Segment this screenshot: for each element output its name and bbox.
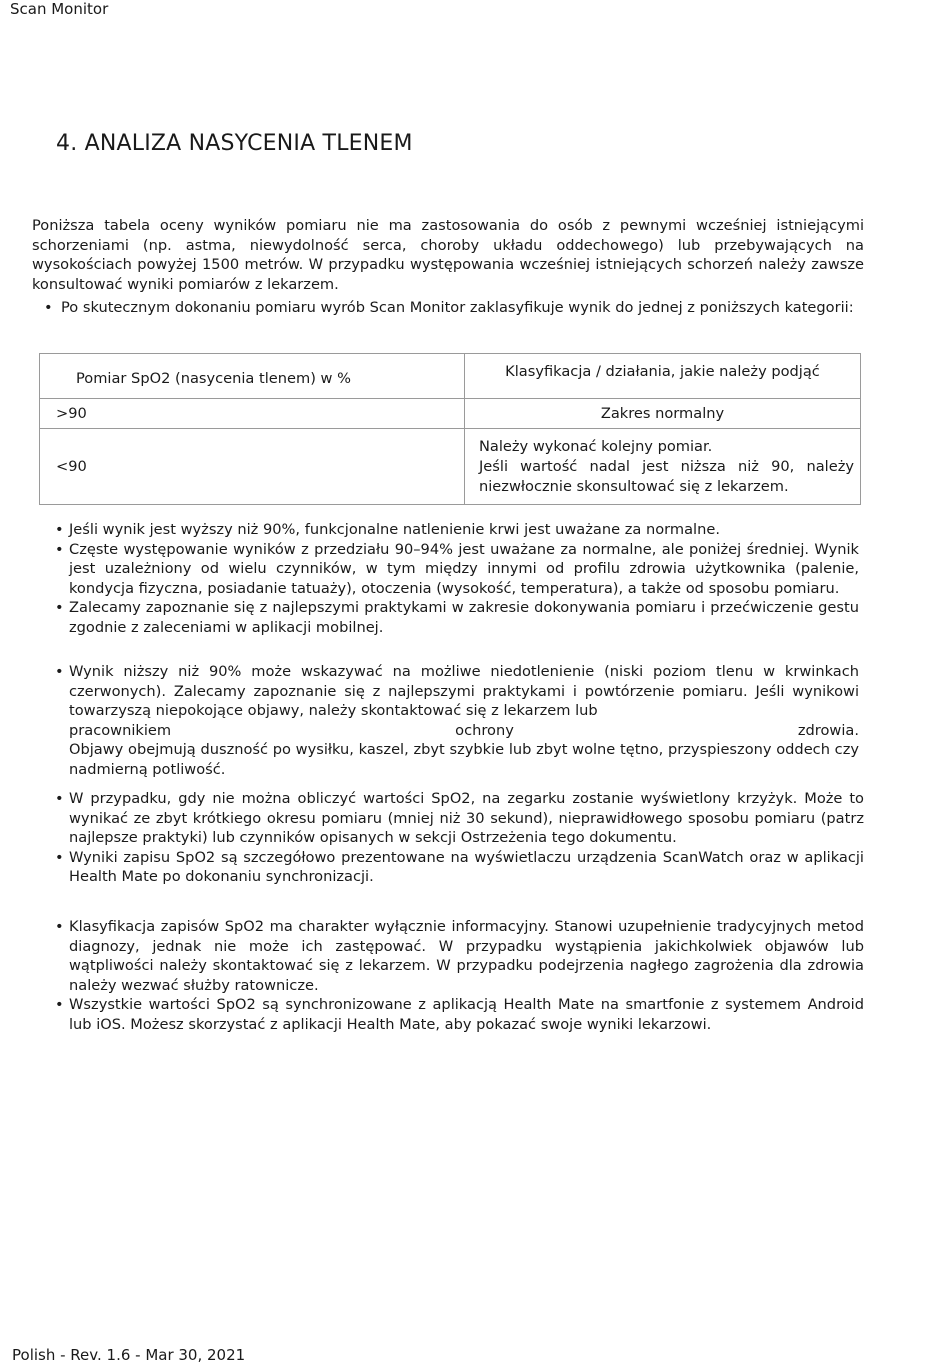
- table-cell-range: <90: [40, 429, 465, 505]
- intro-bullet: • Po skutecznym dokonaniu pomiaru wyrób Scan Monitor zaklasyfikuje wynik do jednej z poniższych kategorii:: [32, 298, 864, 318]
- bullet-group-3: [41, 789, 864, 887]
- list-item: • Klasyfikacja zapisów SpO2 ma charakter wyłącznie informacyjny. Stanowi uzupełnienie tradycyjnych metod diagnozy, jednak nie może ich zastępować. W przypadku wystąpienia jakichkolwiek objawów lub wątpliwości należy skontaktować się z lekarzem. W przypadku podejrzenia nagłego zagrożenia dla zdrowia należy wezwać służby ratownicze.: [41, 917, 864, 995]
- list-item: • Jeśli wynik jest wyższy niż 90%, funkcjonalne natlenienie krwi jest uważane za normalne.: [41, 520, 859, 540]
- list-item: • Wszystkie wartości SpO2 są synchronizowane z aplikacją Health Mate na smartfonie z systemem Android lub iOS. Możesz skorzystać z aplikacji Health Mate, aby pokazać swoje wyniki lekarzowi.: [41, 995, 864, 1034]
- document-footer: Polish - Rev. 1.6 - Mar 30, 2021: [12, 1346, 246, 1364]
- list-item: • W przypadku, gdy nie można obliczyć wartości SpO2, na zegarku zostanie wyświetlony krzyżyk. Może to wynikać ze zbyt krótkiego okresu pomiaru (mniej niż 30 sekund), nieprawidłowego sposobu pomiaru (patrz najlepsze praktyki) lub czynników opisanych w sekcji Ostrzeżenia tego dokumentu.: [41, 789, 864, 848]
- table-row: [40, 399, 861, 429]
- bullet-group-4: [41, 917, 864, 1035]
- list-item-text: Objawy obejmują duszność po wysiłku, kaszel, zbyt szybkie lub zbyt wolne tętno, przyspieszony oddech czy nadmierną potliwość.: [69, 741, 859, 778]
- table-cell-classification: [465, 429, 861, 505]
- bullet-group-2: [41, 662, 864, 780]
- table-cell-classification: Zakres normalny: [465, 399, 861, 429]
- intro-paragraph: Poniższa tabela oceny wyników pomiaru nie ma zastosowania do osób z pewnymi wcześniej istniejącymi schorzeniami (np. astma, niewydolność serca, choroby układu oddechowego) lub przebywających na wysokościach powyżej 1500 metrów. W przypadku występowania wcześniej istniejących schorzeń należy zawsze konsultować wyniki pomiarów z lekarzem.: [32, 217, 864, 293]
- section-title: 4. ANALIZA NASYCENIA TLENEM: [56, 131, 413, 156]
- list-item: • Zalecamy zapoznanie się z najlepszymi praktykami w zakresie dokonywania pomiaru i przećwiczenie gestu zgodnie z zaleceniami w aplikacji mobilnej.: [41, 598, 859, 637]
- list-item-text: • Wynik niższy niż 90% może wskazywać na możliwe niedotlenienie (niski poziom tlenu w krwinkach czerwonych). Zalecamy zapoznanie się z najlepszymi praktykami i powtórzenie pomiaru. Jeśli wynikowi towarzyszą niepokojące objawy, należy skontaktować się z lekarzem lub: [69, 663, 859, 720]
- list-item: [41, 662, 859, 780]
- classification-line: Należy wykonać kolejny pomiar.: [479, 437, 713, 455]
- table-header-row: [40, 354, 861, 399]
- table-row: [40, 429, 861, 505]
- list-item: • Wyniki zapisu SpO2 są szczegółowo prezentowane na wyświetlaczu urządzenia ScanWatch oraz w aplikacji Health Mate po dokonaniu synchronizacji.: [41, 848, 864, 887]
- classification-table: [39, 353, 861, 505]
- bullet-group-1: [41, 520, 864, 638]
- document-header: Scan Monitor: [10, 0, 109, 18]
- table-cell-range: >90: [40, 399, 465, 429]
- list-item: • Częste występowanie wyników z przedziału 90–94% jest uważane za normalne, ale poniżej średniej. Wynik jest uzależniony od wielu czynników, w tym między innymi od profilu zdrowia użytkownika (palenie, kondycja fizyczna, posiadanie tatuaży), otoczenia (wysokość, temperatura), a także od sposobu pomiaru.: [41, 540, 859, 599]
- table-header-measurement: Pomiar SpO2 (nasycenia tlenem) w %: [40, 354, 465, 399]
- list-item-text: pracownikiem ochrony zdrowia.: [69, 721, 859, 739]
- intro-bullet-list: [32, 298, 864, 318]
- table-header-classification: Klasyfikacja / działania, jakie należy podjąć: [465, 354, 861, 399]
- classification-line: Jeśli wartość nadal jest niższa niż 90, należy niezwłocznie skonsultować się z lekarzem.: [479, 457, 854, 495]
